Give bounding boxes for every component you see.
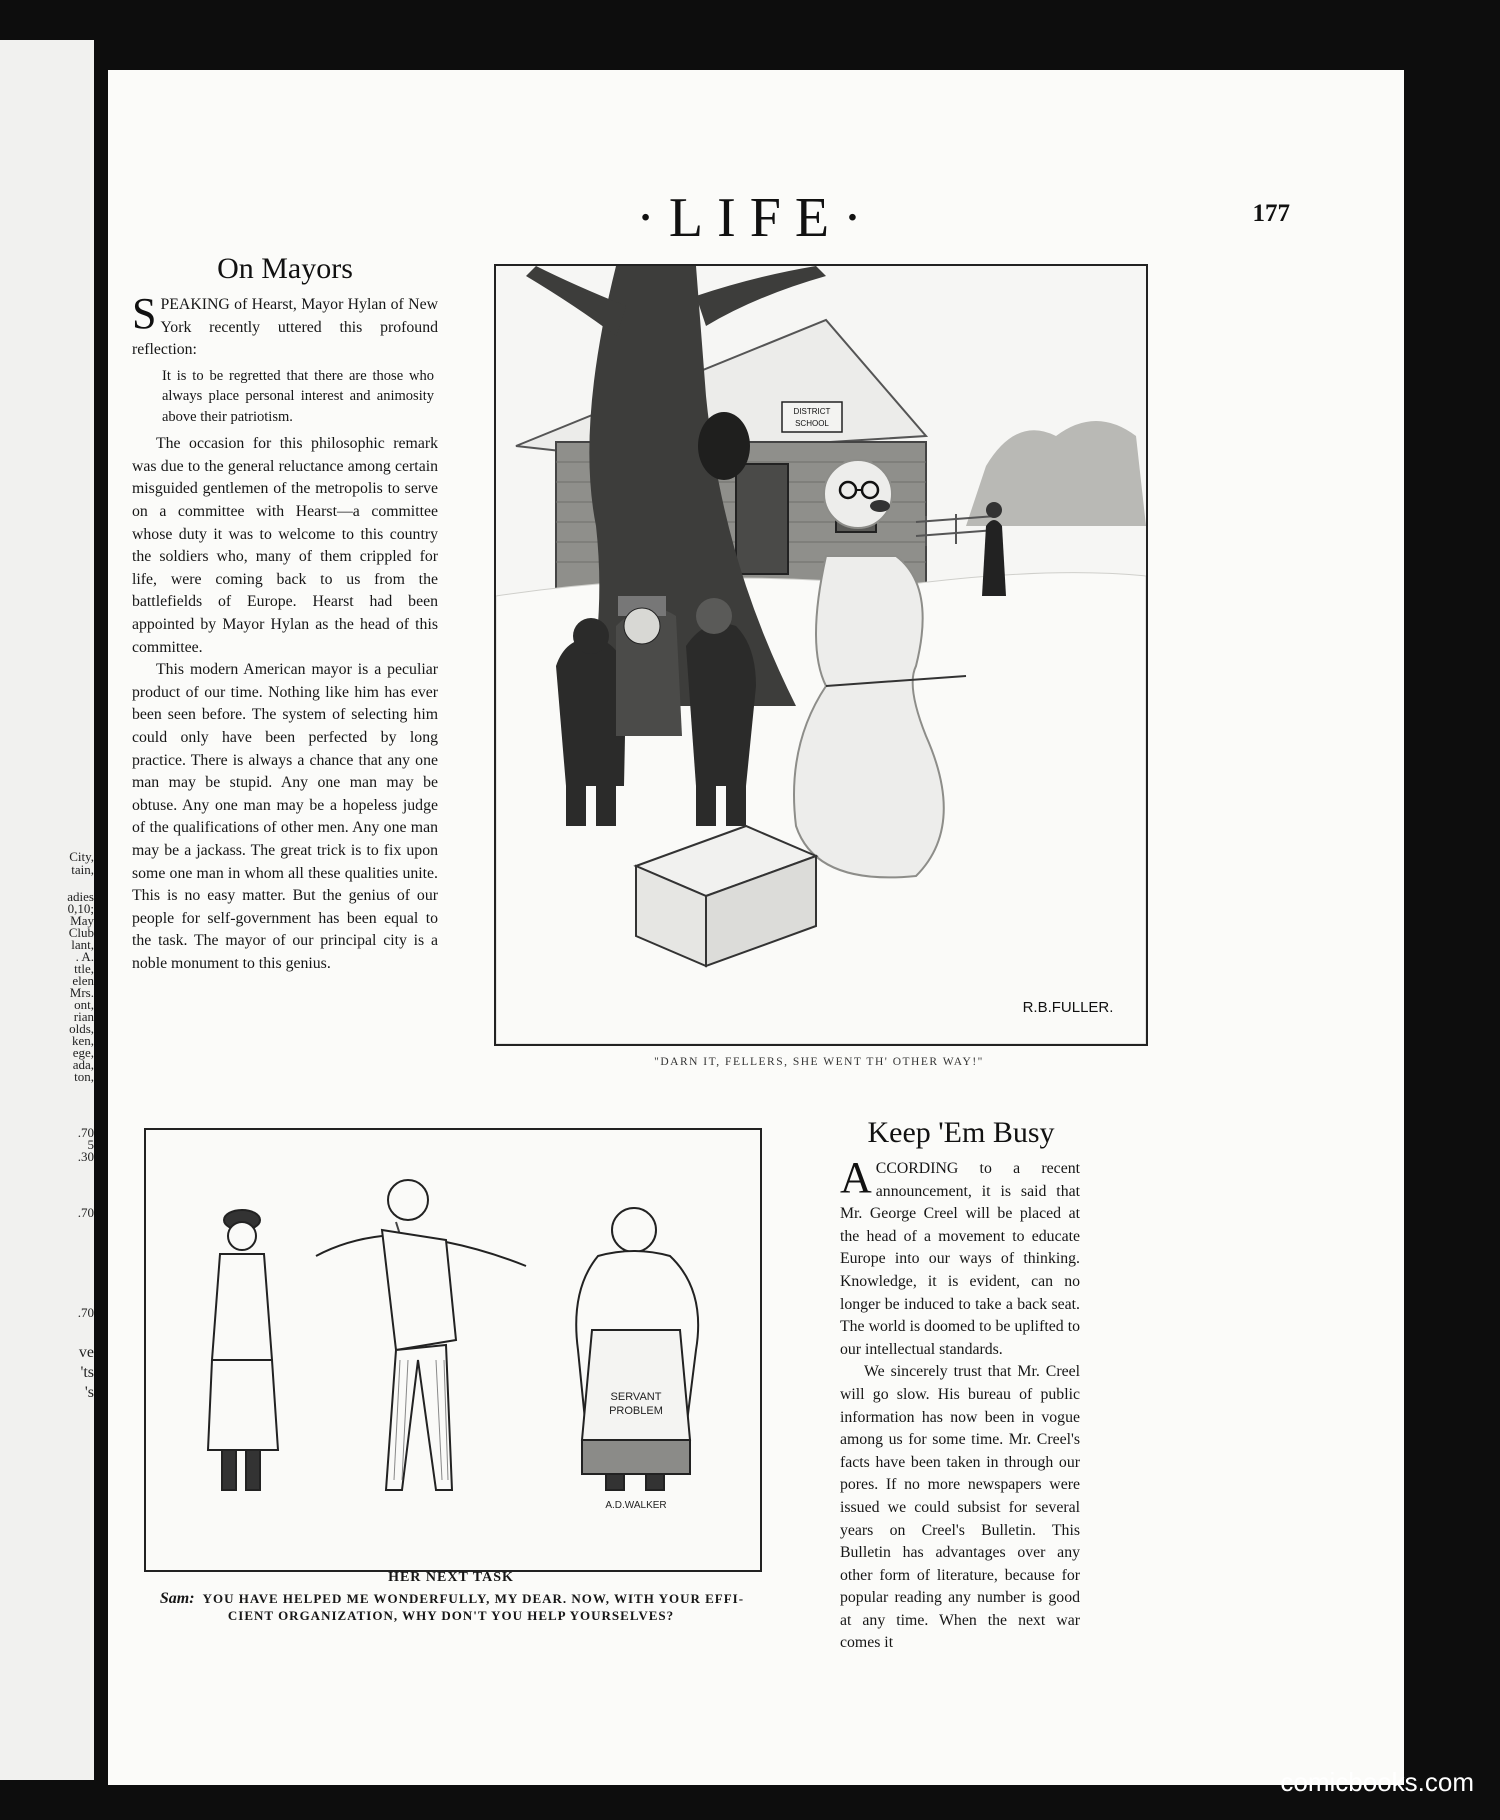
article-lead: CCORDING to a recent announcement, it is said that Mr. George Creel will be placed at the head of a movement to educate Europe into our ways of thinking. Knowledge, it is evident, can no longer be induced to take a back seat. The world is doomed to be uplifted to our intellectual standards. — [840, 1160, 1080, 1358]
cartoon-caption: "DARN IT, FELLERS, SHE WENT TH' OTHER WAY!" — [654, 1056, 984, 1068]
page-number: 177 — [1252, 200, 1290, 227]
caption-text: YOU HAVE HELPED ME WONDERFULLY, MY DEAR. NOW, WITH YOUR EFFI- — [202, 1591, 745, 1606]
facing-page-fragment — [0, 40, 94, 1780]
cartoon-caption-line: CIENT ORGANIZATION, WHY DON'T YOU HELP YOURSELVES? — [227, 1608, 675, 1623]
cartoon-title: HER NEXT TASK — [388, 1570, 514, 1585]
article-title-on-mayors: On Mayors — [217, 252, 353, 285]
left-fragment: elen — [72, 973, 94, 988]
left-fragment: ont, — [74, 997, 94, 1012]
left-fragment: .70 — [77, 1125, 94, 1140]
caption-speaker: Sam: — [159, 1590, 195, 1607]
quoted-remark: It is to be regretted that there are those who always place personal interest and animosity above their patriotism. — [162, 367, 434, 425]
article-lead: PEAKING of Hearst, Mayor Hylan of New York recently uttered this profound reflection: — [132, 296, 438, 359]
left-fragment: Mrs. — [69, 985, 94, 1000]
left-fragment: olds, — [69, 1021, 94, 1036]
left-fragment: .30 — [77, 1149, 94, 1164]
left-fragment: ege, — [72, 1045, 94, 1060]
left-fragment: May — [70, 913, 94, 928]
artist-signature: R.B.FULLER. — [1022, 999, 1114, 1016]
left-fragment: ve — [78, 1344, 94, 1361]
article-paragraph: This modern American mayor is a peculiar product of our time. Nothing like him has ever been seen before. The system of selecting him could only have been perfected by long practice. There is always a chance that any one man may be stupid. Any one man may be obtuse. Any one man may be a hopeless judge of the qualifications of other men. Any one man may be a jackass. The great trick is to fix upon some one man in whom all these qualities unite. This is no easy matter. But the genius of our people for self-government has been equal to the task. The mayor of our principal city is a noble monument to this genius. — [132, 661, 438, 972]
school-sign-line: SCHOOL — [795, 419, 829, 428]
left-fragment: 'ts — [80, 1364, 94, 1381]
drop-cap: S — [132, 289, 157, 338]
left-fragment: 5 — [87, 1137, 94, 1152]
drop-cap: A — [840, 1153, 872, 1202]
article-on-mayors-body — [132, 289, 438, 976]
left-fragment: 0,10; — [67, 901, 94, 916]
her-next-task-illustration — [146, 1130, 760, 1570]
cartoon-schoolyard — [494, 264, 1148, 1046]
article-keep-em-busy-body — [840, 1153, 1080, 1655]
article-paragraph: We sincerely trust that Mr. Creel will go slow. His bureau of public information has now been in vogue among us for some time. Mr. Creel's facts have been taken in through our pores. If no more newspapers were issued we could subsist for several years on Creel's Bulletin. This Bulletin has advantages over any other form of literature, because for popular reading any number is good at any time. When the next war comes it — [840, 1363, 1080, 1652]
left-fragment: ton, — [74, 1069, 94, 1084]
schoolyard-illustration — [496, 266, 1146, 1044]
left-fragment: adies — [67, 889, 94, 904]
article-title-keep-em-busy: Keep 'Em Busy — [867, 1116, 1055, 1149]
left-fragment: .70 — [77, 1205, 94, 1220]
article-paragraph: The occasion for this philosophic remark was due to the general reluctance among certain misguided gentlemen of the metropolis to serve on a committee with Hearst—a committee whose duty it was to welcome to this country the soldiers who, many of them crippled for life, were coming back to us from the battlefields of Europe. Hearst had been appointed by Mayor Hylan as the head of this committee. — [132, 435, 438, 656]
left-fragment: .70 — [77, 1305, 94, 1320]
cartoon-caption-line — [132, 1590, 772, 1608]
left-fragment: City, — [69, 849, 94, 864]
left-fragment: rian — [73, 1009, 94, 1024]
watermark: comicbooks.com — [1280, 1767, 1474, 1797]
artist-signature: A.D.WALKER — [605, 1500, 667, 1511]
left-fragment: ttle, — [74, 961, 94, 976]
left-fragment: tain, — [71, 862, 94, 877]
magazine-page — [108, 70, 1404, 1785]
left-fragment: . A. — [75, 949, 94, 964]
left-fragment: ken, — [71, 1033, 94, 1048]
cartoon-her-next-task — [144, 1128, 762, 1572]
school-sign-line: DISTRICT — [793, 407, 831, 416]
masthead: ·LIFE· — [636, 187, 876, 249]
apron-text-line: SERVANT — [610, 1391, 662, 1403]
left-fragment: ada, — [72, 1057, 94, 1072]
left-fragment: lant, — [71, 937, 94, 952]
left-fragment: 's — [84, 1384, 94, 1401]
apron-text-line: PROBLEM — [609, 1405, 663, 1417]
left-fragment: Club — [68, 925, 94, 940]
